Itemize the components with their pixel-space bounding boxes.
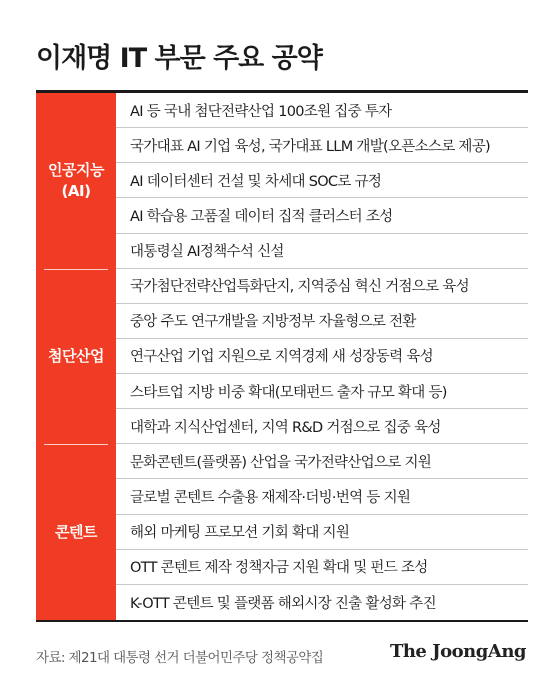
source-note: 자료: 제21대 대통령 선거 더불어민주당 정책공약집 (36, 650, 324, 666)
list-item: 대학과 지식산업센터, 지역 R&D 거점으로 집중 육성 (116, 409, 528, 444)
list-item: 중앙 주도 연구개발을 지방정부 자율형으로 전환 (116, 304, 528, 339)
pledge-list (116, 93, 528, 620)
list-item: 스타트업 지방 비중 확대(모태펀드 출자 규모 확대 등) (116, 374, 528, 409)
list-item: 해외 마케팅 프로모션 기회 확대 지원 (116, 515, 528, 550)
list-item: AI 등 국내 첨단전략산업 100조원 집중 투자 (116, 93, 528, 128)
publisher-logo: The JoongAng (389, 641, 526, 662)
category-label: 인공지능 (AI) (48, 160, 104, 200)
bottom-rule (36, 620, 528, 622)
page-title: 이재명 IT 부문 주요 공약 (36, 43, 322, 74)
list-item: 국가대표 AI 기업 육성, 국가대표 LLM 개발(오픈소스로 제공) (116, 128, 528, 163)
list-item: 국가첨단전략산업특화단지, 지역중심 혁신 거점으로 육성 (116, 269, 528, 304)
list-item: OTT 콘텐트 제작 정책자금 지원 확대 및 펀드 조성 (116, 550, 528, 585)
category-label: 콘텐트 (55, 523, 97, 541)
list-item: 글로벌 콘텐트 수출용 재제작·더빙·번역 등 지원 (116, 479, 528, 514)
category-advanced-industry (36, 269, 116, 444)
category-ai (36, 93, 116, 268)
list-item: K-OTT 콘텐트 및 플랫폼 해외시장 진출 활성화 추진 (130, 595, 436, 612)
list-item: AI 데이터센터 건설 및 차세대 SOC로 규정 (116, 163, 528, 198)
list-item: 대통령실 AI정책수석 신설 (116, 234, 528, 269)
category-content (36, 445, 116, 620)
list-item: 문화콘텐트(플랫폼) 산업을 국가전략산업으로 지원 (116, 444, 528, 479)
category-label: 첨단산업 (48, 347, 104, 365)
list-item: AI 학습용 고품질 데이터 집적 클러스터 조성 (116, 198, 528, 233)
list-item: 연구산업 기업 지원으로 지역경제 새 성장동력 육성 (116, 339, 528, 374)
